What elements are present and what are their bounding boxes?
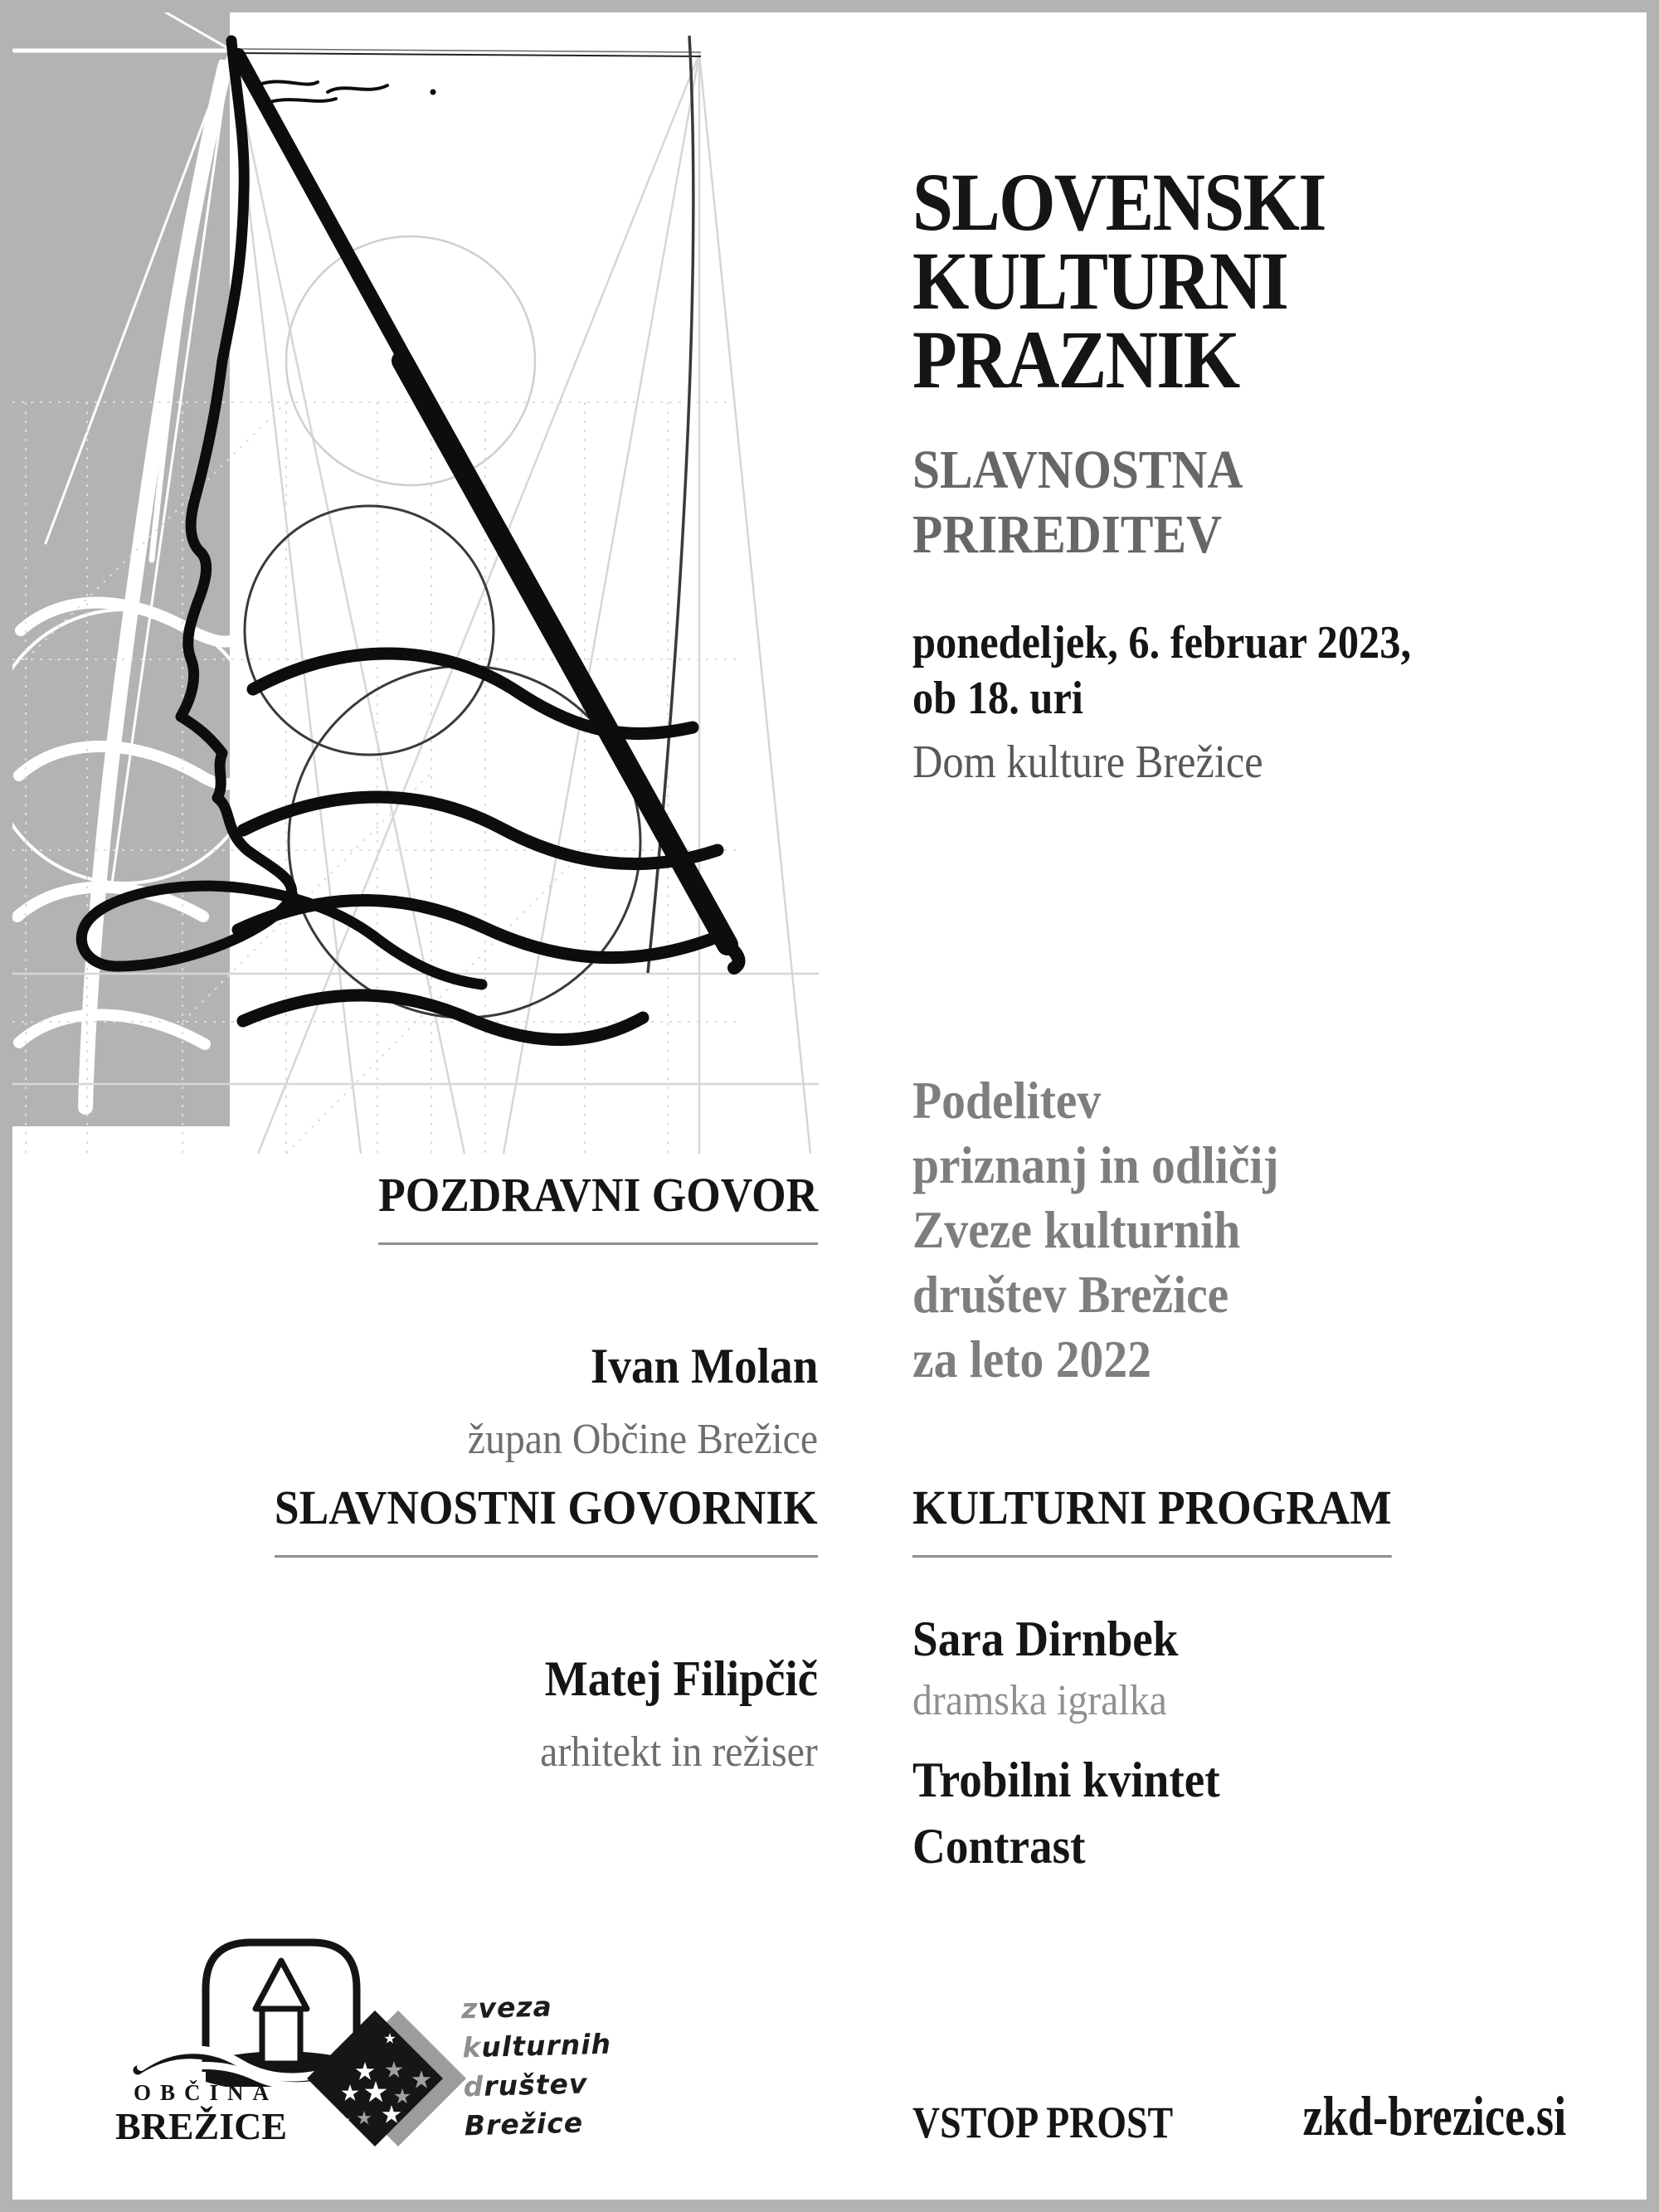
subtitle-line: SLAVNOSTNA [912,440,1243,500]
section-heading: POZDRAVNI GOVOR [377,1168,818,1222]
event-info [912,615,1411,790]
speaker-name: Ivan Molan [590,1339,818,1393]
entry-notice: VSTOP PROST [912,2098,1174,2147]
poster-subtitle [912,438,1243,567]
award-line: društev Brežice [912,1265,1229,1324]
event-date: ponedeljek, 6. februar 2023, [912,617,1412,668]
left-column [166,1164,818,1778]
performer-name: Sara Dirnbek [912,1612,1179,1666]
award-announcement [912,1068,1279,1392]
award-line: Zveze kulturnih [912,1200,1241,1259]
preseren-profile-sketch-illustration [12,12,830,1161]
performer-role: dramska igralka [912,1677,1167,1724]
event-time: ob 18. uri [912,673,1083,724]
award-line: priznanj in odličij [912,1135,1279,1194]
section-rule [378,1242,818,1245]
performer-group [912,1747,1220,1879]
zkd-logo-icon [267,1987,483,2174]
speaker-name: Matej Filipčič [544,1651,818,1706]
section-rule [912,1555,1392,1558]
brezice-caption: BREŽICE [114,2105,288,2147]
title-line: PRAZNIK [912,314,1239,406]
title-line: SLOVENSKI [912,156,1326,248]
performer-group-line: Trobilni kvintet [912,1753,1220,1807]
zkd-text-line: društev [463,2067,588,2103]
section-rule [275,1555,818,1558]
event-venue: Dom kulture Brežice [912,737,1263,788]
right-column [912,1477,1576,1879]
zkd-text-line: Brežice [464,2106,584,2142]
website-url: zkd-brezice.si [1302,2084,1566,2147]
award-line: za leto 2022 [912,1330,1151,1388]
section-slavnostni-govornik [275,1477,818,1558]
title-line: KULTURNI [912,235,1288,327]
poster-title [912,156,1326,406]
obcina-caption: OBČINA [134,2080,279,2105]
section-heading: SLAVNOSTNI GOVORNIK [275,1480,818,1534]
performer-group-line: Contrast [912,1819,1086,1874]
zkd-logo-text [461,1986,614,2146]
section-heading: KULTURNI PROGRAM [912,1480,1392,1534]
award-line: Podelitev [912,1071,1102,1130]
section-pozdravni-govor [378,1164,818,1245]
obcina-brezice-logo-text [114,2080,288,2148]
subtitle-line: PRIREDITEV [912,504,1222,565]
speaker-role: župan Občine Brežice [467,1416,818,1463]
section-kulturni-program [912,1477,1392,1558]
zkd-text-line: kulturnih [461,2027,612,2064]
zkd-text-line: zveza [460,1990,553,2025]
speaker-role: arhitekt in režiser [540,1728,818,1776]
